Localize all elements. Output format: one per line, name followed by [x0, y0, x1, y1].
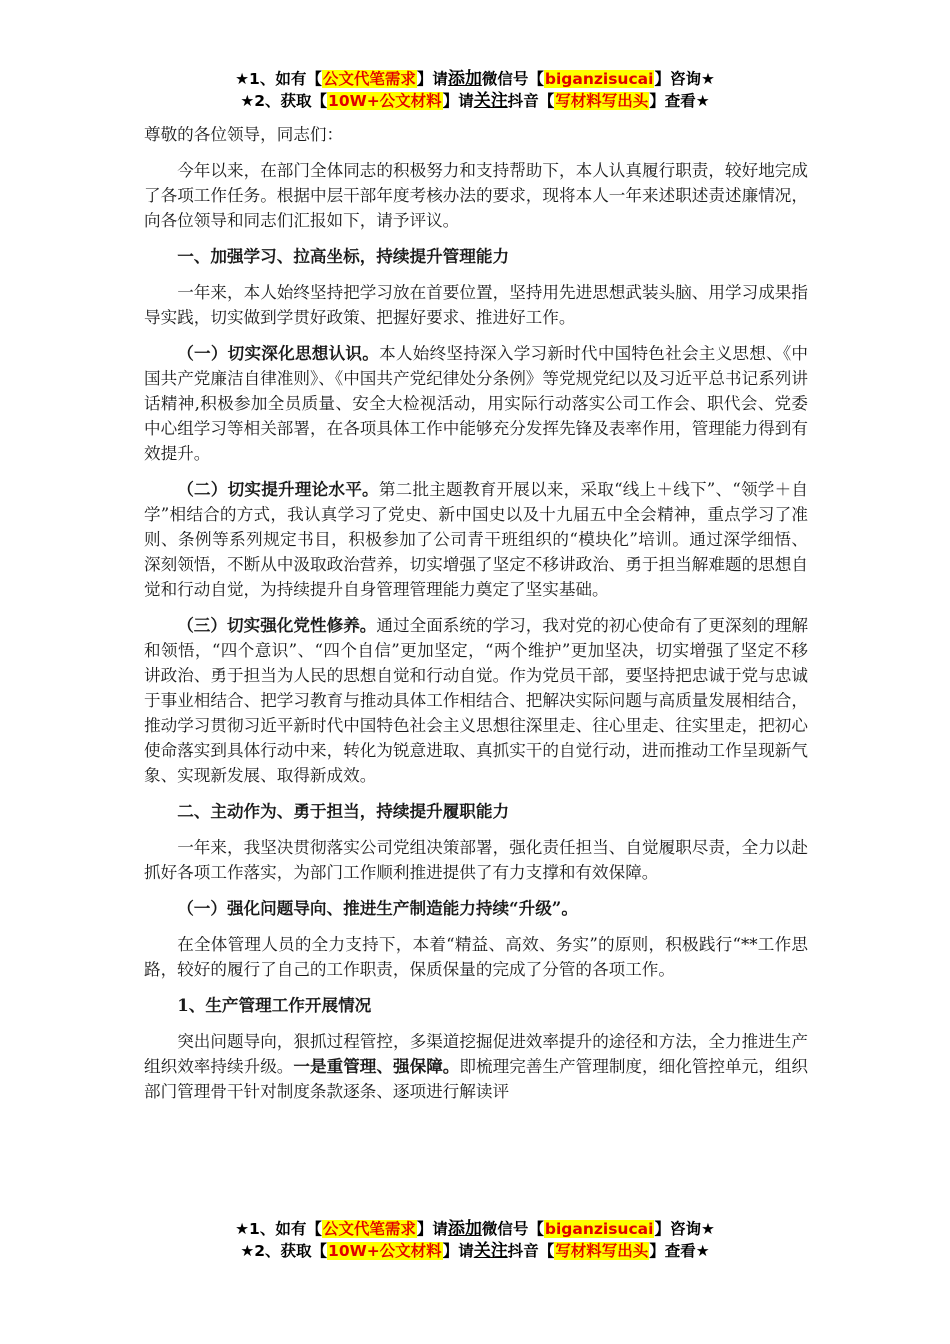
subsection-heading-2-1: （一）强化问题导向、推进生产制造能力持续“升级”。 — [177, 898, 578, 918]
banner-emphasis: 关注 — [473, 91, 508, 111]
banner-emphasis: 关注 — [473, 1241, 508, 1261]
greeting: 尊敬的各位领导，同志们： — [144, 125, 344, 144]
subsection-text: 本人始终坚持深入学习新时代中国特色社会主义思想、《中国共产党廉洁自律准则》、《中国共产党纪律处分条例》等党规党纪以及习近平总书记系列讲话精神,积极参加全员质量、安全大检视活动，用实际行动落实公司工作会、职代会、党委中心组学习等相关部署，在各项具体工作中能够充分发挥先锋及表率作用，管理能力得到有效提升。 — [144, 344, 809, 463]
section-2-paragraph: 一年来，我坚决贯彻落实公司党组决策部署，强化责任担当、自觉履职尽责，全力以赴抓好各项工作落实，为部门工作顺利推进提供了有力支撑和有效保障。 — [144, 838, 808, 882]
subsection-2-1-paragraph: 在全体管理人员的全力支持下，本着“精益、高效、务实”的原则，积极践行“**工作思路，较好的履行了自己的工作职责，保质保量的完成了分管的各项工作。 — [144, 935, 808, 979]
subsection-3-paragraph — [144, 613, 808, 788]
banner-line-2 — [0, 1240, 950, 1262]
banner-line-1 — [0, 68, 950, 90]
subsection-title: （二）切实提升理论水平。 — [177, 479, 379, 499]
banner-text: 微信号【 — [481, 70, 544, 88]
banner-highlight: 写材料写出头 — [555, 92, 649, 110]
banner-line-2 — [0, 90, 950, 112]
banner-highlight: biganzisucai — [544, 70, 654, 88]
banner-text: 】请 — [416, 1220, 448, 1238]
intro-paragraph: 今年以来，在部门全体同志的积极努力和支持帮助下，本人认真履行职责，较好地完成了各项工作任务。根据中层干部年度考核办法的要求，现将本人一年来述职述责述廉情况，向各位领导和同志们汇报如下，请予评议。 — [144, 161, 808, 230]
banner-emphasis: 添加 — [447, 1219, 482, 1239]
banner-text: 抖音【 — [507, 1242, 555, 1260]
banner-text: 】请 — [442, 92, 474, 110]
header-banner — [0, 68, 950, 112]
section-heading-2: 二、主动作为、勇于担当，持续提升履职能力 — [177, 801, 510, 821]
banner-text: ★1、如有【 — [235, 70, 322, 88]
subsection-text: 第二批主题教育开展以来，采取“线上＋线下”、“领学＋自学”相结合的方式，我认真学习了党史、新中国史以及十九届五中全会精神，重点学习了准则、条例等系列规定书目，积极参加了公司青干班组织的“模块化”培训。通过深学细悟、深刻领悟，不断从中汲取政治营养，切实增强了坚定不移讲政治、勇于担当解难题的思想自觉和行动自觉，为持续提升自身管理管理能力奠定了坚实基础。 — [144, 480, 809, 599]
banner-text: 】查看★ — [649, 92, 710, 110]
footer-banner — [0, 1218, 950, 1262]
banner-highlight: 10W+公文材料 — [328, 92, 442, 110]
document-body — [144, 122, 808, 1104]
paragraph-text: 即梳理完善生产管理制度，细化管控单元，组织部门管理骨干针对制度条款逐条、逐项进行解读评 — [144, 1057, 809, 1101]
banner-highlight: 公文代笔需求 — [322, 1220, 416, 1238]
banner-text: ★1、如有【 — [235, 1220, 322, 1238]
point-title: 一是重管理、强保障。 — [293, 1056, 460, 1076]
banner-text: ★2、获取【 — [240, 92, 328, 110]
banner-highlight: 写材料写出头 — [555, 1242, 649, 1260]
banner-text: 】咨询★ — [654, 1220, 715, 1238]
banner-text: 抖音【 — [507, 92, 555, 110]
section-1-paragraph: 一年来，本人始终坚持把学习放在首要位置，坚持用先进思想武装头脑、用学习成果指导实践，切实做到学贯好政策、把握好要求、推进好工作。 — [144, 283, 808, 327]
subsection-2-paragraph — [144, 477, 808, 602]
section-heading-1: 一、加强学习、拉高坐标，持续提升管理能力 — [177, 246, 510, 266]
banner-highlight: biganzisucai — [544, 1220, 654, 1238]
item-heading-1: 1、生产管理工作开展情况 — [177, 995, 372, 1015]
subsection-1-paragraph — [144, 341, 808, 466]
banner-highlight: 10W+公文材料 — [328, 1242, 442, 1260]
item-1-paragraph — [144, 1029, 808, 1104]
banner-emphasis: 添加 — [447, 69, 482, 89]
banner-text: 】查看★ — [649, 1242, 710, 1260]
banner-text: 微信号【 — [481, 1220, 544, 1238]
banner-text: 】咨询★ — [654, 70, 715, 88]
banner-highlight: 公文代笔需求 — [322, 70, 416, 88]
banner-text: ★2、获取【 — [240, 1242, 328, 1260]
subsection-text: 通过全面系统的学习，我对党的初心使命有了更深刻的理解和领悟，“四个意识”、“四个自信”更加坚定，“两个维护”更加坚决，切实增强了坚定不移讲政治、勇于担当为人民的思想自觉和行动自觉。作为党员干部，要坚持把忠诚于党与忠诚于事业相结合、把学习教育与推动具体工作相结合、把解决实际问题与高质量发展相结合，推动学习贯彻习近平新时代中国特色社会主义思想往深里走、往心里走、往实里走，把初心使命落实到具体行动中来，转化为锐意进取、真抓实干的自觉行动，进而推动工作呈现新气象、实现新发展、取得新成效。 — [144, 616, 809, 785]
banner-text: 】请 — [442, 1242, 474, 1260]
paragraph-text: 突出问题导向，狠抓过程管控，多渠道挖掘促进效率提升的途径和方法，全力推进生产组织效率持续升级。 — [144, 1032, 808, 1076]
banner-line-1 — [0, 1218, 950, 1240]
subsection-title: （一）切实深化思想认识。 — [177, 343, 380, 363]
subsection-title: （三）切实强化党性修养。 — [177, 615, 377, 635]
banner-text: 】请 — [416, 70, 448, 88]
